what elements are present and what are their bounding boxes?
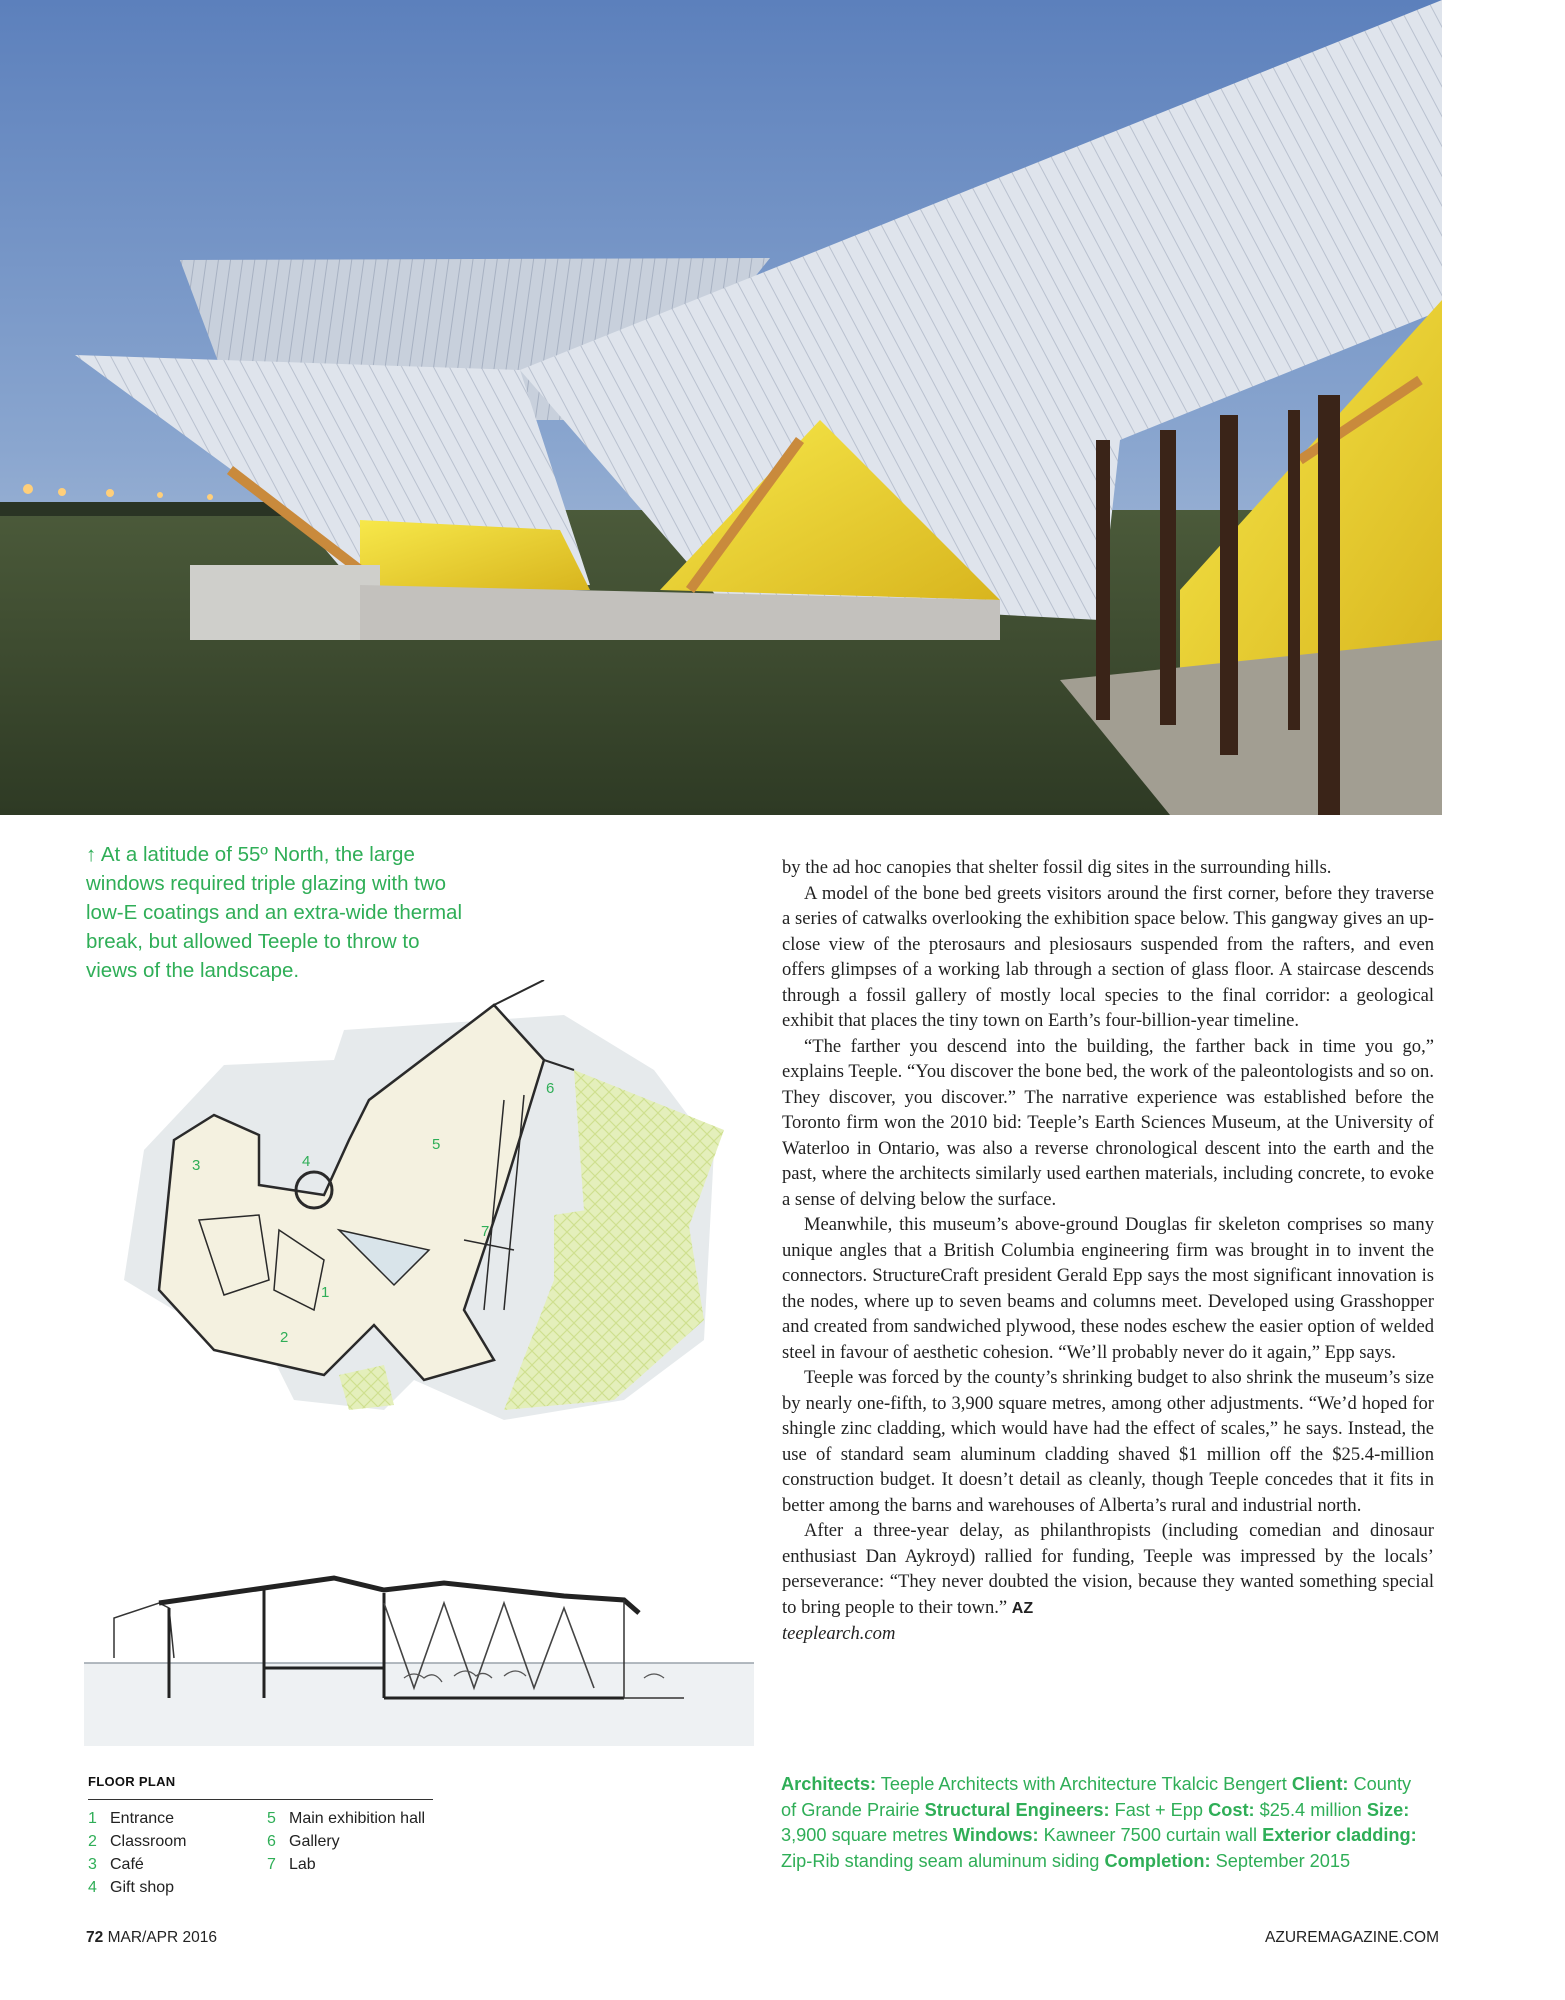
legend-item: 6 Gallery [267,1833,340,1850]
article-paragraph: “The farther you descend into the building, the farther back in time you go,” explains Teeple. “You discover the bone bed, the work of the paleontologists and so on. They discover, you discover.” The narrative experience was established before the Toronto firm won the 2010 bid: Teeple’s Earth Sciences Museum, at the University of Waterloo in Ontario, was also a reverse chronological descent into the earth and the past, where the architects similarly used earthen materials, including concrete, to evoke a sense of delving below the surface. [782,1035,1434,1210]
article-paragraph: by the ad hoc canopies that shelter fossil dig sites in the surrounding hills. [782,857,1332,878]
project-credits [781,1772,1431,1874]
floor-plan-legend [88,1774,433,1902]
issue-date: MAR/APR 2016 [107,1929,217,1946]
article-paragraph: A model of the bone bed greets visitors around the first corner, before they traverse a series of catwalks overlooking the exhibition space below. This gangway gives an up-close view of the pterosaurs and plesiosaurs suspended from the rafters, and even offers glimpses of a working lab through a section of glass floor. A staircase descends through a fossil gallery of mostly local species to the final corridor: a geological exhibit that places the tiny town on Earth’s four-billion-year timeline. [782,882,1434,1031]
plan-marker-5: 5 [432,1136,441,1153]
plan-marker-1: 1 [321,1284,330,1301]
credit-label: Windows: [952,1825,1039,1845]
article-paragraph: Meanwhile, this museum’s above-ground Douglas fir skeleton comprises so many unique angles that a British Columbia engineering firm was brought in to invent the connectors. StructureCraft president Gerald Epp says the most significant innovation is the nodes, where up to seven beams and columns meet. Developed using Grasshopper and created from sandwiched plywood, these nodes eschew the easier option of welded steel in favour of aesthetic cohesion. “We’ll probably never do it again,” Epp says. [782,1214,1434,1363]
credit-label: Client: [1291,1774,1349,1794]
legend-item: 2 Classroom [88,1833,187,1850]
credit-label: Exterior cladding: [1262,1825,1417,1845]
section-drawing [84,1548,754,1746]
caption-text: At a latitude of 55º North, the large windows required triple glazing with two low-E coatings and an extra-wide thermal break, but allowed Teeple to throw to views of the landscape. [86,843,463,982]
legend-item: 5 Main exhibition hall [267,1810,426,1827]
credit-label: Structural Engineers: [924,1799,1110,1820]
legend-item: 7 Lab [267,1856,316,1873]
floor-plan-drawing [84,980,744,1430]
credit-value: Zip-Rib standing seam aluminum siding [781,1850,1100,1871]
legend-title: FLOOR PLAN [88,1774,433,1800]
page-footer-left [86,1929,217,1947]
legend-item: 1 Entrance [88,1810,175,1827]
credit-label: Completion: [1104,1850,1211,1871]
up-arrow-icon: ↑ [86,843,97,866]
page-number: 72 [86,1929,104,1946]
site-url[interactable]: AZUREMAGAZINE.COM [1265,1929,1439,1946]
credit-value: County of Grande Prairie [781,1774,1412,1820]
credit-label: Architects: [781,1774,877,1794]
article-last-paragraph: After a three-year delay, as philanthropists (including comedian and dinosaur enthusiast Dan Aykroyd) rallied for funding, Teeple was impressed by the locals’ perseverance: “They never doubted the vision, because they wanted something special to bring people to their town.” AZ [782,1520,1434,1618]
plan-marker-3: 3 [192,1157,201,1174]
legend-item: 3 Café [88,1856,144,1873]
credit-label: Cost: [1208,1799,1255,1820]
credit-value: Kawneer 7500 curtain wall [1043,1825,1257,1845]
article-body [782,855,1434,1647]
museum-exterior-photo [0,0,1442,815]
credit-value: 3,900 square metres [781,1825,948,1845]
plan-marker-2: 2 [280,1329,289,1346]
signoff-mark: AZ [1011,1599,1034,1617]
plan-marker-6: 6 [546,1080,555,1097]
credit-value: $25.4 million [1259,1799,1362,1820]
plan-marker-7: 7 [481,1223,490,1240]
legend-item: 4 Gift shop [88,1879,175,1896]
photo-caption [86,840,476,985]
article-paragraph: Teeple was forced by the county’s shrinking budget to also shrink the museum’s size by nearly one-fifth, to 3,900 square metres, among other adjustments. “We’d hoped for shingle zinc cladding, which would have had the effect of scales,” he says. Instead, the use of standard seam aluminum cladding shaved $1 million off the $25.4-million construction budget. It doesn’t detail as cleanly, though Teeple concedes that it fits in better among the barns and warehouses of Alberta’s rural and industrial north. [782,1367,1434,1516]
website-link[interactable]: teeplearch.com [782,1623,896,1644]
credit-value: September 2015 [1215,1850,1351,1871]
plan-marker-4: 4 [302,1153,311,1170]
legend-list [88,1810,433,1902]
credit-value: Fast + Epp [1114,1799,1204,1820]
credit-label: Size: [1366,1799,1410,1820]
credit-value: Teeple Architects with Architecture Tkalcic Bengert [880,1774,1287,1794]
